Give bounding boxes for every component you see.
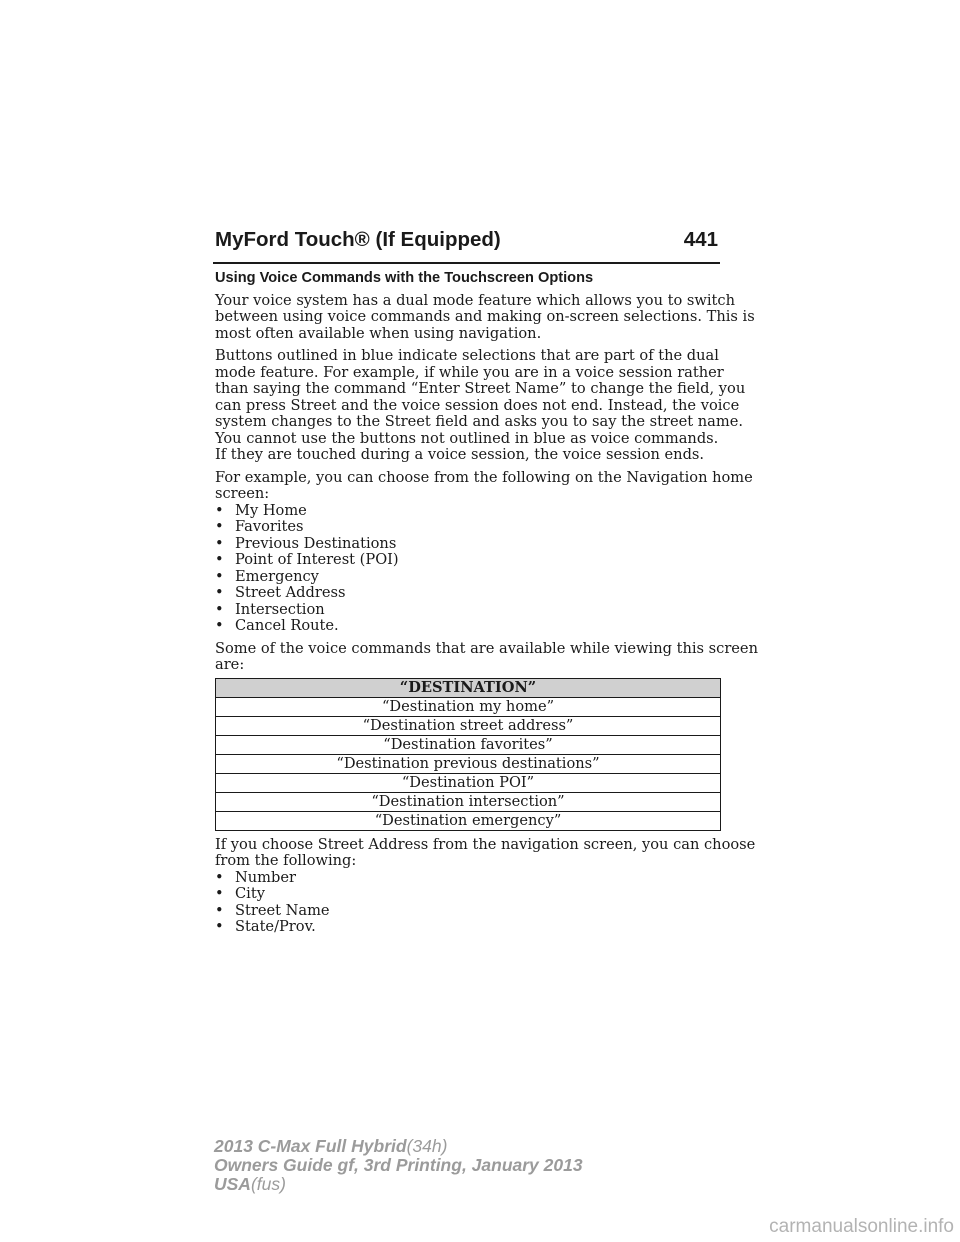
watermark: carmanualsonline.info	[769, 1216, 954, 1237]
list-item	[215, 569, 721, 586]
bullet-icon: •	[215, 901, 224, 919]
paragraph-commands-intro	[215, 639, 758, 674]
text-line: screen:	[215, 485, 270, 502]
bullet-icon: •	[215, 918, 224, 935]
list-item-label: Intersection	[235, 600, 325, 618]
nav-home-options-list	[215, 503, 721, 635]
text-line: from the following:	[215, 852, 357, 869]
text-line: For example, you can choose from the following on the Navigation home	[215, 468, 753, 486]
section-heading: Using Voice Commands with the Touchscreen Options	[215, 270, 594, 286]
list-item-label: Street Name	[235, 901, 330, 919]
list-item-label: Street Address	[235, 584, 346, 601]
list-item-label: My Home	[235, 501, 307, 519]
bullet-icon: •	[215, 868, 224, 886]
table-row	[216, 773, 721, 792]
list-item-label: City	[235, 885, 265, 902]
text-line: Buttons outlined in blue indicate selections that are part of the dual	[215, 347, 719, 364]
text-line: are:	[215, 656, 245, 673]
street-options-list	[215, 870, 721, 936]
footer-model-code: (34h)	[406, 1136, 448, 1156]
bullet-icon: •	[215, 600, 224, 618]
table-cell: “Destination my home”	[216, 697, 721, 716]
list-item-label: Cancel Route.	[235, 617, 339, 634]
table-row	[216, 716, 721, 735]
page-header	[213, 228, 720, 264]
list-item	[215, 886, 721, 903]
footer-market: USA	[214, 1174, 251, 1194]
voice-commands-table	[215, 678, 721, 831]
text-line: You cannot use the buttons not outlined in blue as voice commands.	[215, 429, 719, 447]
list-item	[215, 870, 721, 887]
text-line: than saying the command “Enter Street Name” to change the field, you	[215, 380, 746, 397]
text-line: Your voice system has a dual mode feature which allows you to switch	[215, 291, 735, 309]
table-row	[216, 811, 721, 830]
table-cell: “Destination POI”	[216, 773, 721, 792]
list-item-label: Number	[235, 868, 296, 886]
paragraph-dual-mode	[215, 291, 755, 343]
table-cell: “Destination emergency”	[216, 811, 721, 830]
list-item	[215, 552, 721, 569]
paragraph-nav-home	[215, 468, 753, 503]
bullet-icon: •	[215, 551, 224, 568]
list-item	[215, 536, 721, 553]
list-item	[215, 503, 721, 520]
text-line: mode feature. For example, if while you are in a voice session rather	[215, 363, 724, 381]
table-cell: “Destination previous destinations”	[216, 754, 721, 773]
paragraph-street-intro	[215, 835, 756, 870]
text-line: If you choose Street Address from the navigation screen, you can choose	[215, 835, 756, 853]
footer-line-model	[214, 1137, 583, 1156]
footer-model: 2013 C-Max Full Hybrid	[214, 1136, 407, 1156]
paragraph-blue-buttons	[215, 347, 746, 464]
page-footer	[214, 1137, 583, 1194]
table-row	[216, 754, 721, 773]
list-item-label: Favorites	[235, 518, 304, 535]
bullet-icon: •	[215, 584, 224, 601]
list-item	[215, 585, 721, 602]
bullet-icon: •	[215, 518, 224, 535]
table-cell: “Destination intersection”	[216, 792, 721, 811]
bullet-icon: •	[215, 567, 224, 585]
list-item	[215, 919, 721, 936]
text-line: Some of the voice commands that are available while viewing this screen	[215, 639, 758, 657]
list-item-label: Point of Interest (POI)	[235, 551, 399, 568]
table-cell: “Destination favorites”	[216, 735, 721, 754]
table-cell: “Destination street address”	[216, 716, 721, 735]
table-header-cell: “DESTINATION”	[216, 678, 721, 697]
list-item-label: State/Prov.	[235, 918, 316, 935]
page-content	[215, 270, 758, 942]
list-item-label: Previous Destinations	[235, 534, 397, 552]
footer-guide: Owners Guide gf, 3rd Printing, January 2013	[214, 1155, 583, 1175]
footer-market-code: (fus)	[250, 1174, 286, 1194]
text-line: most often available when using navigation.	[215, 324, 542, 342]
list-item	[215, 618, 721, 635]
bullet-icon: •	[215, 617, 224, 634]
text-line: If they are touched during a voice session, the voice session ends.	[215, 446, 705, 463]
bullet-icon: •	[215, 501, 224, 519]
table-header-row	[216, 678, 721, 697]
bullet-icon: •	[215, 534, 224, 552]
list-item	[215, 519, 721, 536]
list-item	[215, 602, 721, 619]
text-line: can press Street and the voice session does not end. Instead, the voice	[215, 396, 740, 414]
text-line: between using voice commands and making on-screen selections. This is	[215, 308, 755, 325]
table-row	[216, 792, 721, 811]
text-line: system changes to the Street field and asks you to say the street name.	[215, 413, 743, 430]
list-item	[215, 903, 721, 920]
bullet-icon: •	[215, 885, 224, 902]
list-item-label: Emergency	[235, 567, 319, 585]
table-row	[216, 735, 721, 754]
footer-line-market	[214, 1175, 583, 1194]
chapter-title: MyFord Touch® (If Equipped)	[215, 228, 501, 251]
page-number: 441	[683, 228, 718, 251]
table-row	[216, 697, 721, 716]
